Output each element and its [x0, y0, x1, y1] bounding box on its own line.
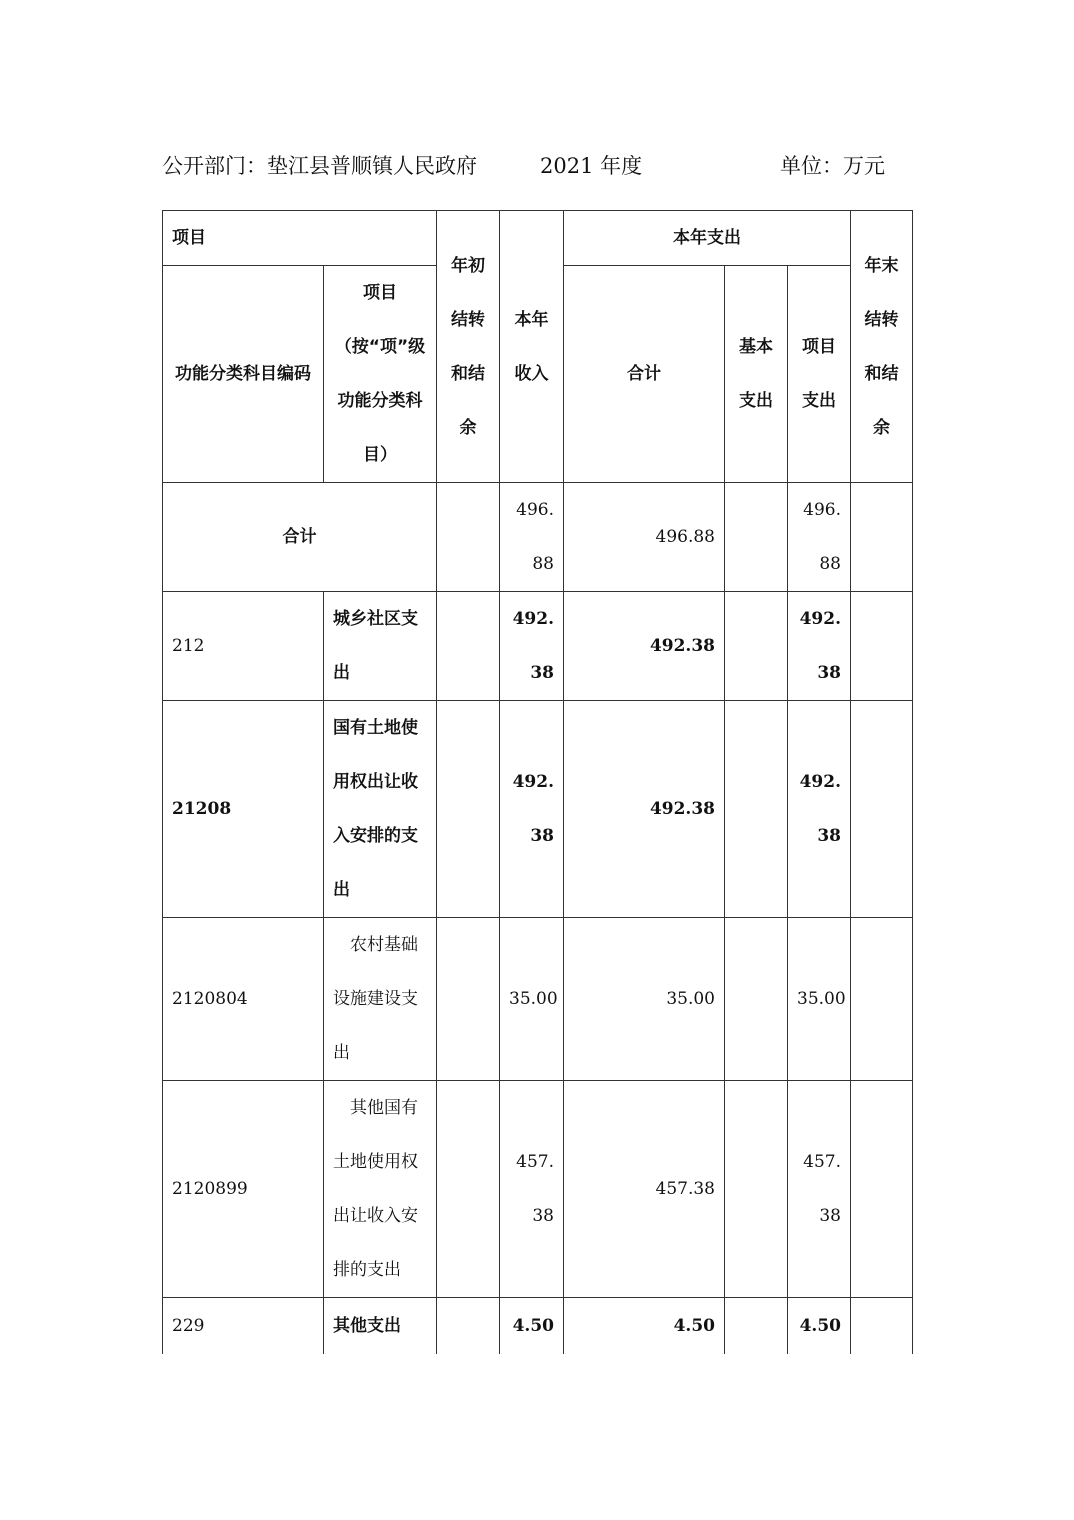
total-income: 496.88 [500, 483, 564, 592]
total-project: 496.88 [788, 483, 851, 592]
total-expense-total: 496.88 [564, 483, 725, 592]
row-end-balance [851, 701, 913, 918]
row-expense-total: 4.50 [564, 1298, 725, 1354]
row-begin-balance [437, 918, 500, 1081]
row-code: 21208 [163, 701, 324, 918]
header-income: 本年收入 [500, 211, 564, 483]
table-row [163, 918, 913, 1081]
unit-label: 单位：万元 [780, 154, 885, 178]
table-row [163, 1298, 913, 1354]
row-project: 492.38 [788, 701, 851, 918]
budget-table [162, 210, 913, 1354]
row-income: 35.00 [500, 918, 564, 1081]
row-name: 其他支出 [324, 1298, 437, 1354]
row-code: 229 [163, 1298, 324, 1354]
header-project: 项目支出 [788, 266, 851, 483]
row-income: 492.38 [500, 701, 564, 918]
row-basic [725, 1298, 788, 1354]
row-income: 4.50 [500, 1298, 564, 1354]
total-label: 合计 [163, 483, 437, 592]
total-end-balance [851, 483, 913, 592]
department-label: 公开部门：垫江县普顺镇人民政府 [162, 154, 477, 178]
table-row [163, 592, 913, 701]
row-basic [725, 918, 788, 1081]
row-expense-total: 35.00 [564, 918, 725, 1081]
row-begin-balance [437, 592, 500, 701]
row-begin-balance [437, 1081, 500, 1298]
row-end-balance [851, 1298, 913, 1354]
header-begin-balance: 年初结转和结余 [437, 211, 500, 483]
row-code: 2120804 [163, 918, 324, 1081]
row-basic [725, 592, 788, 701]
row-income: 457.38 [500, 1081, 564, 1298]
row-name: 城乡社区支出 [324, 592, 437, 701]
header-code: 功能分类科目编码 [163, 266, 324, 483]
row-code: 2120899 [163, 1081, 324, 1298]
row-project: 4.50 [788, 1298, 851, 1354]
row-name: 国有土地使用权出让收入安排的支出 [324, 701, 437, 918]
row-project: 457.38 [788, 1081, 851, 1298]
row-expense-total: 492.38 [564, 701, 725, 918]
row-basic [725, 1081, 788, 1298]
row-expense-total: 492.38 [564, 592, 725, 701]
header-total: 合计 [564, 266, 725, 483]
row-begin-balance [437, 701, 500, 918]
row-income: 492.38 [500, 592, 564, 701]
header-expense-group: 本年支出 [564, 211, 851, 266]
row-expense-total: 457.38 [564, 1081, 725, 1298]
row-project: 35.00 [788, 918, 851, 1081]
year-label: 2021 年度 [540, 154, 643, 178]
row-name: 其他国有土地使用权出让收入安排的支出 [324, 1081, 437, 1298]
total-begin-balance [437, 483, 500, 592]
row-code: 212 [163, 592, 324, 701]
total-row [163, 483, 913, 592]
header-basic: 基本支出 [725, 266, 788, 483]
row-end-balance [851, 918, 913, 1081]
header-end-balance: 年末结转和结余 [851, 211, 913, 483]
row-basic [725, 701, 788, 918]
row-begin-balance [437, 1298, 500, 1354]
header-name: 项目（按“项”级功能分类科目） [324, 266, 437, 483]
row-project: 492.38 [788, 592, 851, 701]
row-end-balance [851, 1081, 913, 1298]
table-row [163, 701, 913, 918]
header-row-1 [163, 211, 913, 266]
header-item: 项目 [163, 211, 437, 266]
row-name: 农村基础设施建设支出 [324, 918, 437, 1081]
table-row [163, 1081, 913, 1298]
total-basic [725, 483, 788, 592]
row-end-balance [851, 592, 913, 701]
